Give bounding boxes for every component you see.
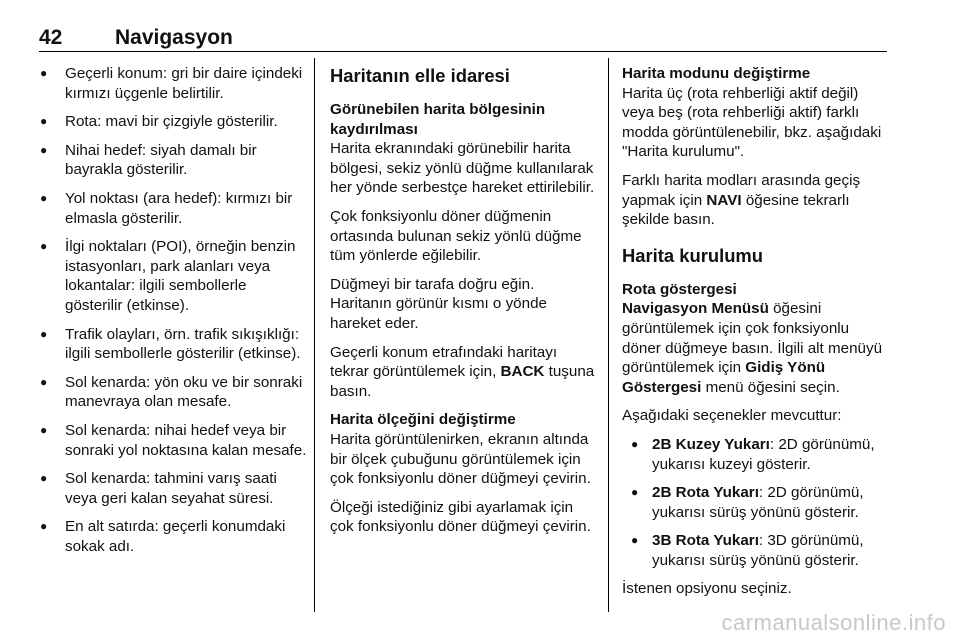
option-label: 3B Rota Yukarı	[652, 532, 759, 550]
list-item: ● Sol kenarda: nihai hedef veya bir sonraki yol noktasına kalan mesafe.	[39, 421, 307, 460]
text: tuşuna basın.	[330, 363, 595, 400]
paragraph: Ölçeği istediğiniz gibi ayarlamak için çok fonksiyonlu döner düğmeyi çevirin.	[330, 498, 591, 536]
paragraph	[622, 171, 892, 230]
section-heading: Haritanın elle idaresi	[330, 65, 510, 86]
paragraph: İstenen opsiyonu seçiniz.	[622, 580, 792, 598]
page-title: Navigasyon	[115, 26, 233, 49]
column-divider-1	[314, 58, 315, 612]
paragraph: Harita görüntülenirken, ekranın altında bir ölçek çubuğunu görüntülemek için çok fonksiyonlu döner düğmeyi çevirin.	[330, 430, 591, 488]
navi-key-label: NAVI	[706, 191, 742, 209]
paragraph: Harita üç (rota rehberliği aktif değil) veya beş (rota rehberliği aktif) farklı modda görüntülenebilir, bkz. aşağıdaki "Harita kurulumu".	[622, 84, 882, 161]
header-rule	[39, 51, 887, 52]
text: : 2D görünümü, yukarısı kuzeyi gösterir.	[652, 435, 875, 473]
subheading-scale: Harita ölçeğini değiştirme	[330, 411, 516, 429]
column-2	[330, 64, 598, 546]
text: : 2D görünümü, yukarısı sürüş yönünü gösterir.	[652, 484, 864, 521]
menu-label: Navigasyon Menüsü	[622, 300, 769, 318]
paragraph: Çok fonksiyonlu döner düğmenin ortasında bulunan sekiz yönlü düğme tüm yönlerde eğilebilir.	[330, 207, 582, 265]
subheading-route: Rota göstergesi	[622, 280, 737, 298]
subheading-scroll: Görünebilen harita bölgesinin kaydırılması	[330, 101, 546, 138]
text: öğesine tekrarlı şekilde basın.	[622, 191, 850, 229]
column-3	[622, 64, 892, 608]
list-item: ● En alt satırda: geçerli konumdaki sokak adı.	[39, 517, 307, 556]
list-item: ● Trafik olayları, örn. trafik sıkışıklığı: ilgili sembollerle gösterilir (etkinse).	[39, 325, 307, 364]
option-label: 2B Kuzey Yukarı	[652, 435, 770, 453]
text: : 3D görünümü, yukarısı sürüş yönünü gösterir.	[652, 532, 864, 569]
menu-label: Gidiş Yönü Göstergesi	[622, 359, 826, 396]
section-heading: Harita kurulumu	[622, 244, 764, 266]
list-item	[622, 483, 892, 522]
list-item	[622, 531, 892, 570]
paragraph	[330, 343, 598, 402]
subheading-map-mode: Harita modunu değiştirme	[622, 65, 811, 82]
list-item	[622, 435, 892, 474]
list-item: ● Rota: mavi bir çizgiyle gösterilir.	[39, 112, 307, 132]
watermark: carmanualsonline.info	[721, 610, 946, 635]
paragraph	[622, 299, 892, 397]
text: Geçerli konum etrafındaki haritayı tekrar görüntülemek için,	[330, 343, 558, 381]
paragraph: Aşağıdaki seçenekler mevcuttur:	[622, 407, 842, 425]
page-number: 42	[39, 26, 63, 49]
map-symbols-list	[39, 64, 307, 556]
text: menü öğesini seçin.	[701, 378, 840, 396]
option-label: 2B Rota Yukarı	[652, 484, 759, 502]
column-1	[39, 64, 307, 565]
list-item: ● Geçerli konum: gri bir daire içindeki kırmızı üçgenle belirtilir.	[39, 64, 307, 103]
list-item: ● Sol kenarda: tahmini varış saati veya geri kalan seyahat süresi.	[39, 469, 307, 508]
paragraph: Harita ekranındaki görünebilir harita bölgesi, sekiz yönlü düğme kullanılarak her yönde serbestçe hareket ettirilebilir.	[330, 140, 595, 197]
text: öğesini görüntülemek için çok fonksiyonlu döner düğmeye basın. İlgili alt menüyü görüntülemek için	[622, 300, 883, 377]
paragraph: Düğmeyi bir tarafa doğru eğin. Haritanın görünür kısmı o yönde hareket eder.	[330, 275, 547, 332]
list-item: ● Nihai hedef: siyah damalı bir bayrakla gösterilir.	[39, 141, 307, 180]
column-divider-2	[608, 58, 609, 612]
options-list	[622, 435, 892, 571]
list-item: ● Sol kenarda: yön oku ve bir sonraki manevraya olan mesafe.	[39, 373, 307, 412]
back-key-label: BACK	[500, 363, 545, 381]
text: Farklı harita modları arasında geçiş yapmak için	[622, 171, 861, 209]
list-item: ● Yol noktası (ara hedef): kırmızı bir elmasla gösterilir.	[39, 189, 307, 228]
list-item: ● İlgi noktaları (POI), örneğin benzin istasyonları, park alanları veya lokantalar: ilgili sembollerle gösterilir (etkinse).	[39, 237, 307, 315]
